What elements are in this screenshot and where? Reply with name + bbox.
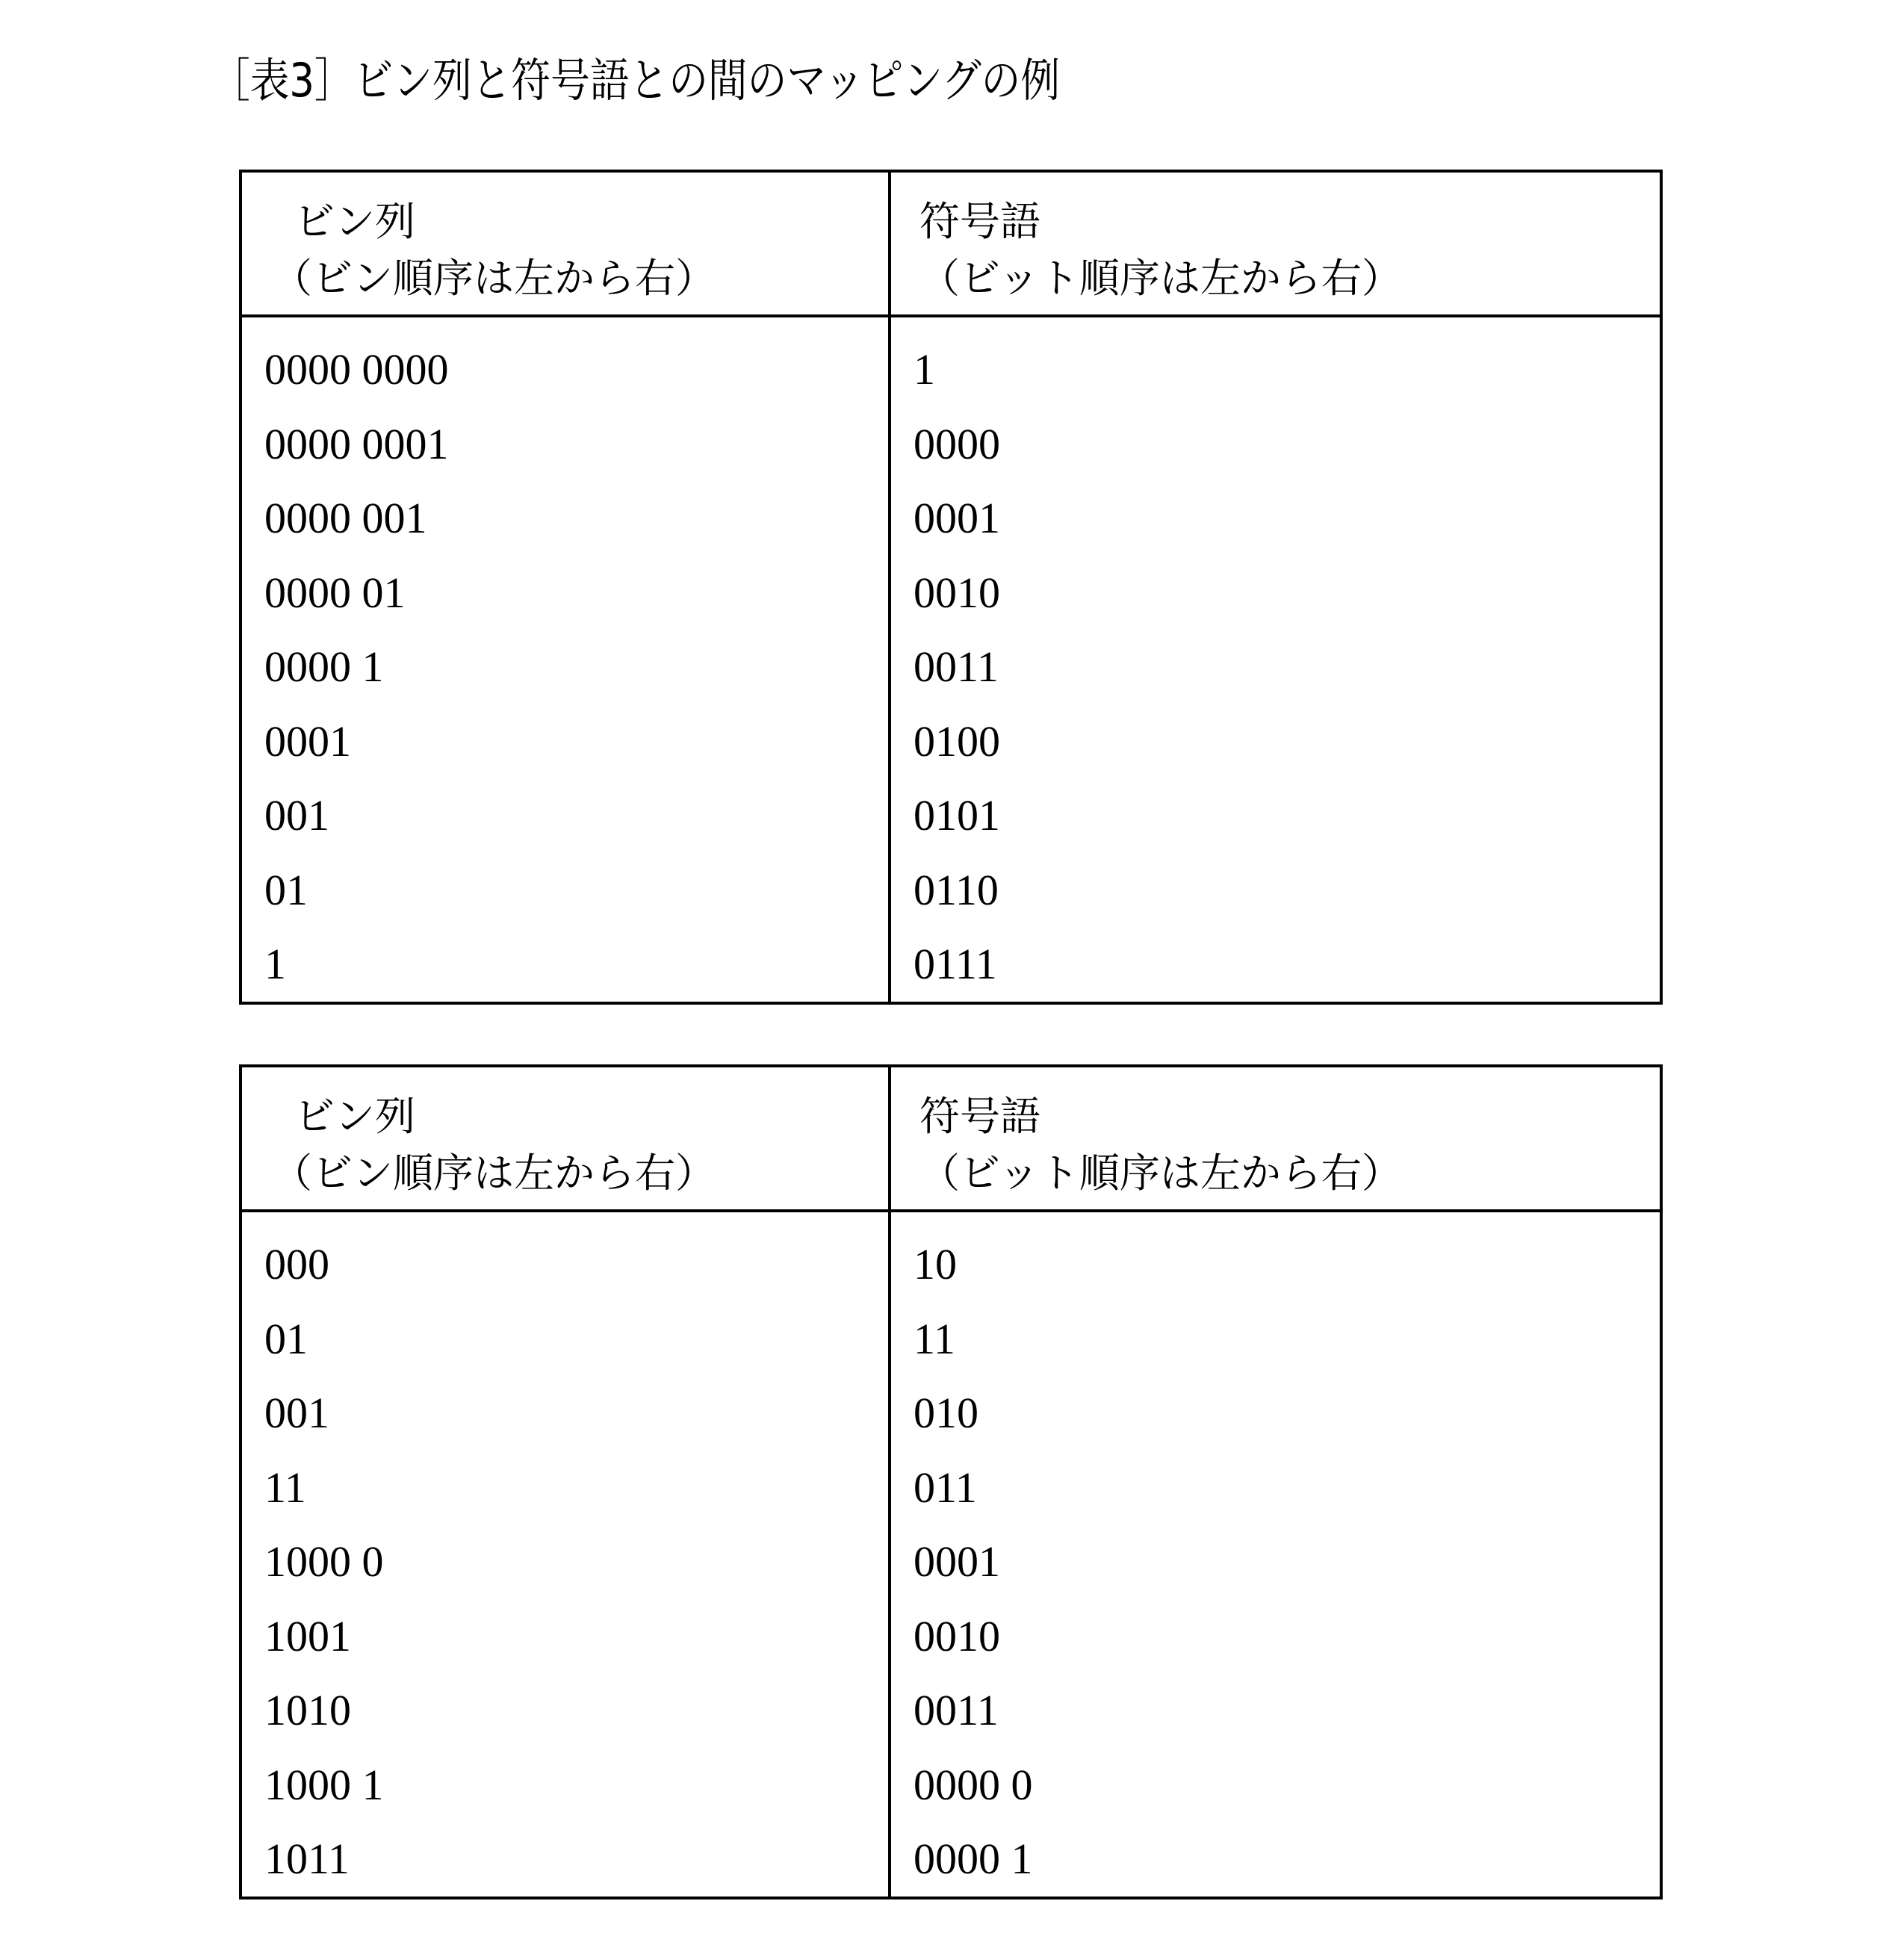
- codeword-column: [890, 316, 1661, 1003]
- bin-string-cell: 0000 001: [264, 481, 888, 556]
- bin-string-cell: 0000 0000: [264, 332, 888, 407]
- bin-string-cell: 000: [264, 1227, 888, 1302]
- bin-string-cell: 0000 1: [264, 630, 888, 704]
- header-subtitle: （ビット順序は左から右）: [919, 255, 1402, 302]
- bin-string-column: [241, 316, 890, 1003]
- bin-string-cell: 01: [264, 1302, 888, 1377]
- bin-string-cell: 0000 01: [264, 556, 888, 630]
- header-subtitle: （ビット順序は左から右）: [919, 1150, 1402, 1197]
- header-subtitle: （ビン順序は左から右）: [272, 1150, 716, 1197]
- codeword-cell: 11: [914, 1302, 1660, 1377]
- header-codeword: [890, 171, 1661, 316]
- codeword-cell: 0101: [914, 778, 1660, 853]
- codeword-cell: 010: [914, 1376, 1660, 1451]
- header-bin-string: [241, 1066, 890, 1211]
- bin-string-cell: 1011: [264, 1822, 888, 1897]
- codeword-cell: 0110: [914, 853, 1660, 928]
- codeword-cell: 011: [914, 1451, 1660, 1525]
- bin-string-cell: 0001: [264, 704, 888, 779]
- codeword-cell: 0000 1: [914, 1822, 1660, 1897]
- bin-string-column: [241, 1211, 890, 1898]
- codeword-cell: 0011: [914, 630, 1660, 704]
- header-title: 符号語: [919, 193, 1660, 250]
- header-codeword: [890, 1066, 1661, 1211]
- codeword-column: [890, 1211, 1661, 1898]
- codeword-cell: 1: [914, 332, 1660, 407]
- bin-string-cell: 0000 0001: [264, 407, 888, 482]
- header-title: ビン列: [272, 193, 888, 250]
- header-bin-string: [241, 171, 890, 316]
- body-row: [241, 1211, 1661, 1898]
- codeword-cell: 0010: [914, 1599, 1660, 1674]
- bin-string-cell: 001: [264, 778, 888, 853]
- header-title: ビン列: [272, 1088, 888, 1145]
- header-subtitle: （ビン順序は左から右）: [272, 255, 716, 302]
- header-row: [241, 171, 1661, 316]
- header-row: [241, 1066, 1661, 1211]
- bin-string-cell: 001: [264, 1376, 888, 1451]
- codeword-cell: 0100: [914, 704, 1660, 779]
- codeword-cell: 0001: [914, 481, 1660, 556]
- mapping-table-1: [239, 170, 1663, 1005]
- bin-string-cell: 11: [264, 1451, 888, 1525]
- codeword-cell: 10: [914, 1227, 1660, 1302]
- codeword-cell: 0000 0: [914, 1748, 1660, 1823]
- header-title: 符号語: [919, 1088, 1660, 1145]
- bin-string-cell: 1001: [264, 1599, 888, 1674]
- bin-string-cell: 1010: [264, 1673, 888, 1748]
- bin-string-cell: 1000 1: [264, 1748, 888, 1823]
- codeword-cell: 0000: [914, 407, 1660, 482]
- bin-string-cell: 01: [264, 853, 888, 928]
- bin-string-cell: 1000 0: [264, 1525, 888, 1599]
- codeword-cell: 0011: [914, 1673, 1660, 1748]
- codeword-cell: 0001: [914, 1525, 1660, 1599]
- codeword-cell: 0010: [914, 556, 1660, 630]
- table-caption: ［表3］ビン列と符号語との間のマッピングの例: [211, 51, 1060, 111]
- mapping-table-2: [239, 1064, 1663, 1899]
- body-row: [241, 316, 1661, 1003]
- codeword-cell: 0111: [914, 927, 1660, 1002]
- bin-string-cell: 1: [264, 927, 888, 1002]
